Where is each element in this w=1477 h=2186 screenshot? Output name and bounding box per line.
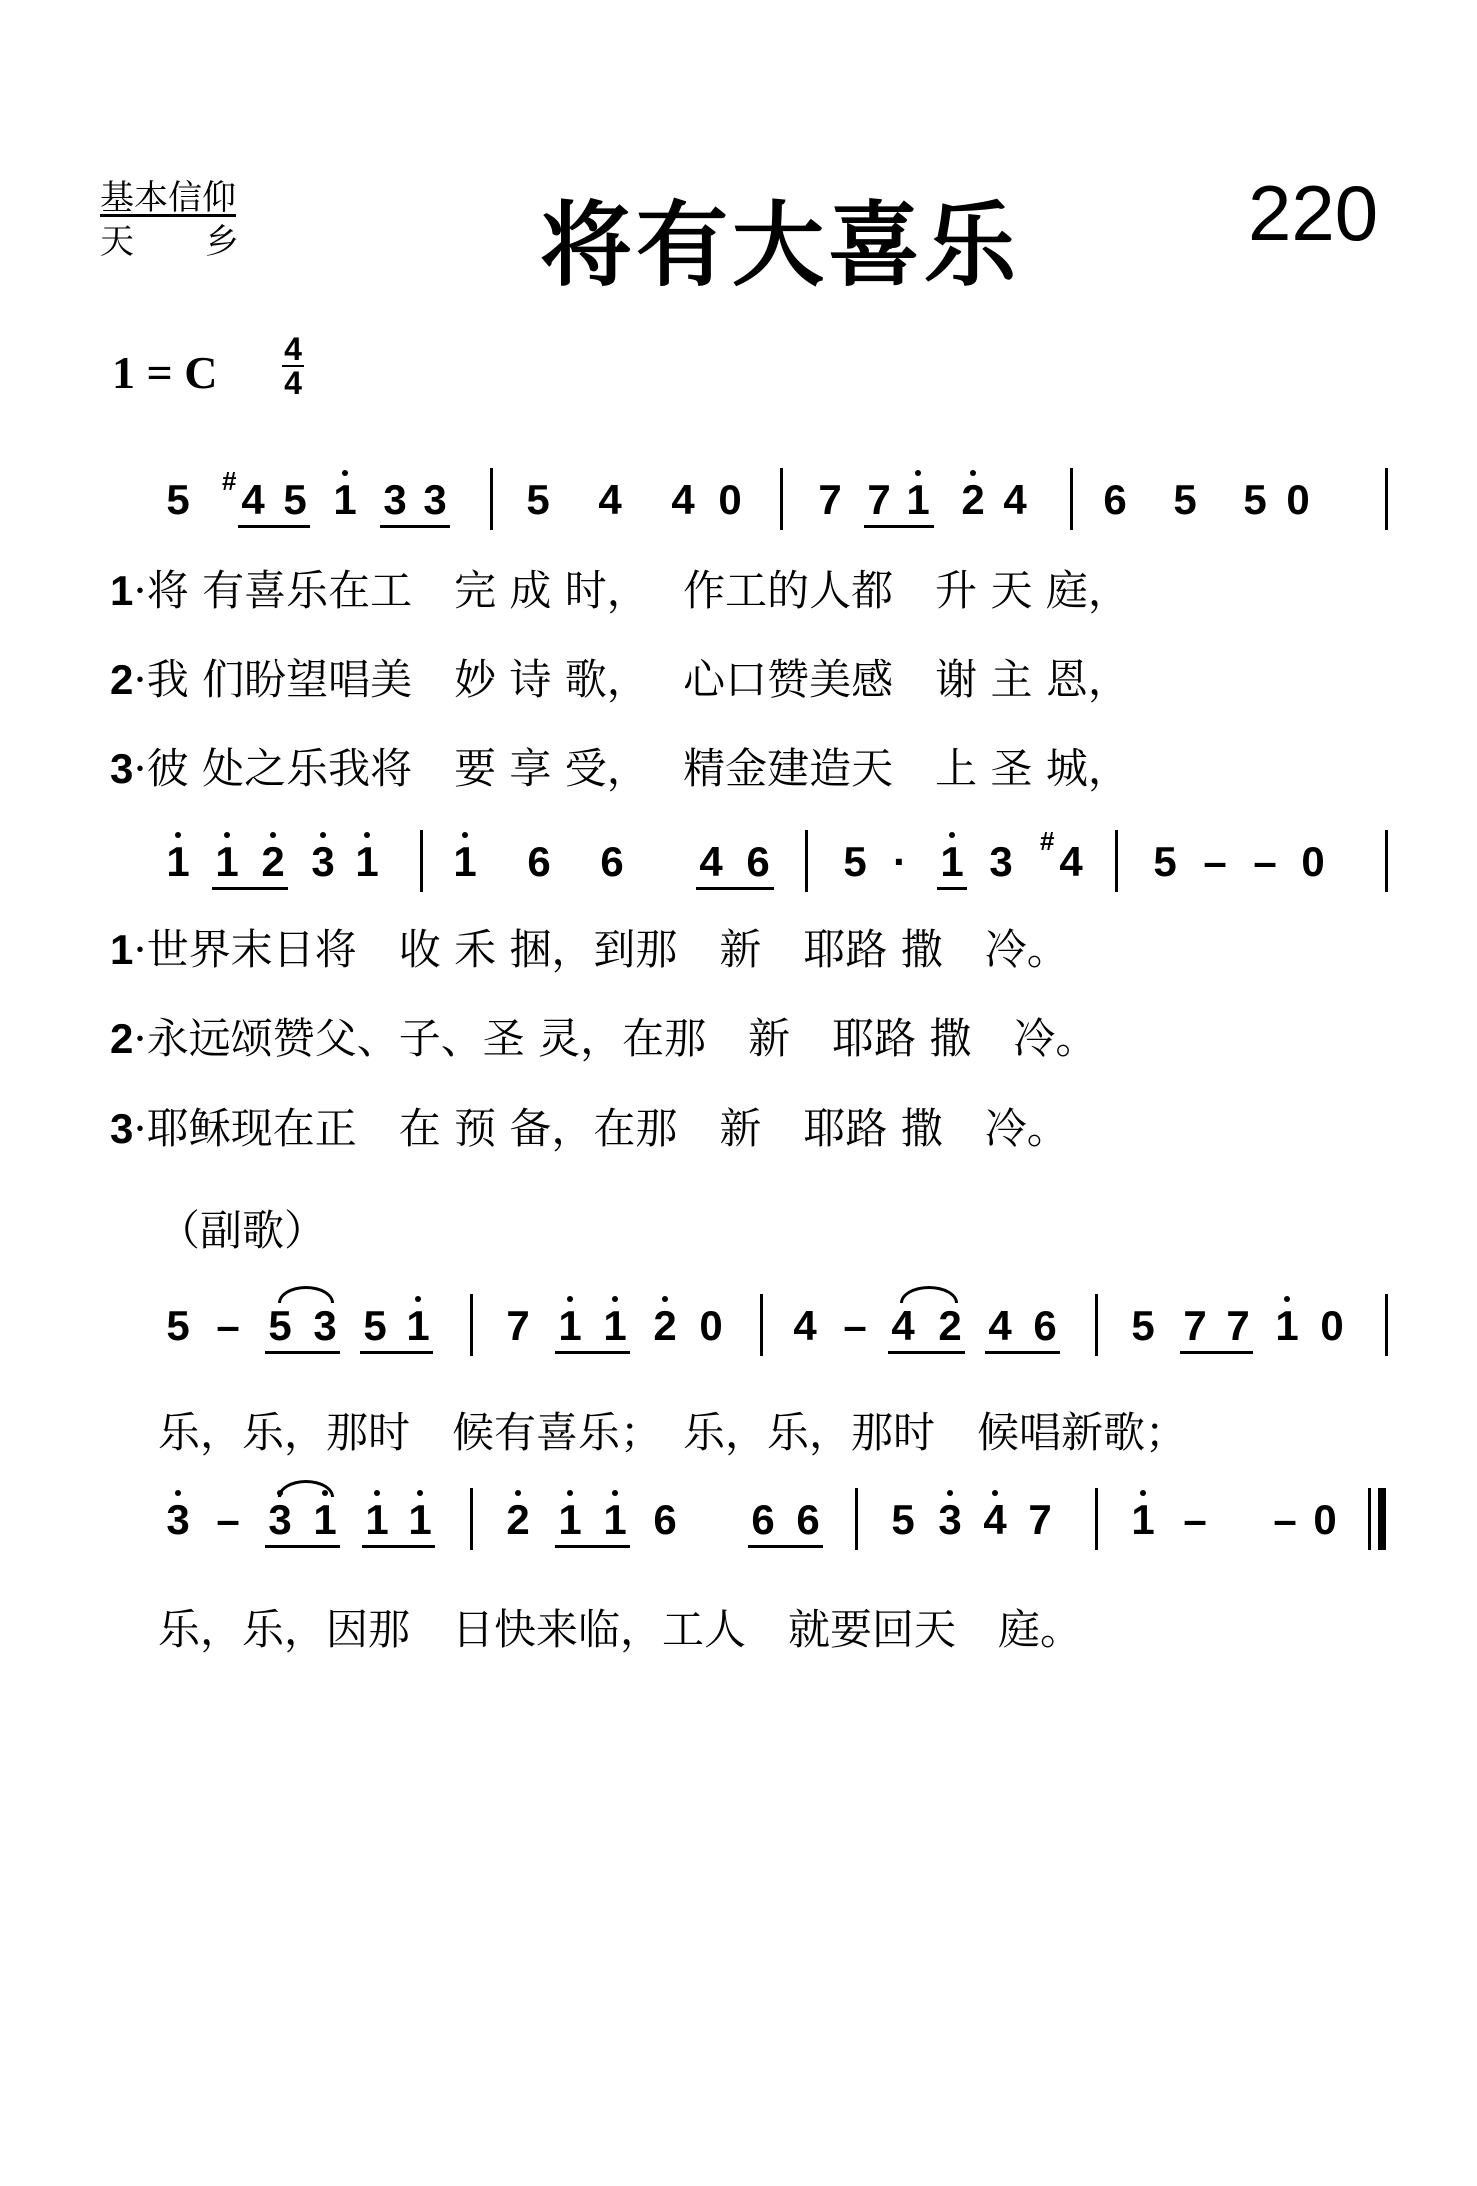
chorus-label: （副歌）	[158, 1206, 327, 1255]
verse-1-line-b: 1·世界末日将 收 禾 捆，到那 新 耶路 撒 冷。	[110, 925, 1069, 974]
hymn-title: 将有大喜乐	[540, 192, 1021, 299]
verse-2-line-a: 2·我 们盼望唱美 妙 诗 歌， 心口赞美感 谢 主 恩，	[110, 655, 1130, 704]
key-signature: 1 = C	[112, 347, 218, 398]
category-label: 基本信仰	[100, 178, 236, 218]
subcategory-a: 天	[100, 222, 134, 262]
verse-3-line-b: 3·耶稣现在正 在 预 备，在那 新 耶路 撒 冷。	[110, 1104, 1069, 1153]
chorus-lyric-a: 乐，乐，那时 候有喜乐； 乐，乐，那时 候唱新歌；	[158, 1408, 1188, 1457]
time-top: 4	[284, 331, 302, 367]
hymn-number: 220	[1248, 169, 1379, 257]
verse-3-line-a: 3·彼 处之乐我将 要 享 受， 精金建造天 上 圣 城，	[110, 744, 1130, 793]
subcategory-label	[100, 222, 239, 262]
subcategory-b: 乡	[205, 222, 239, 262]
verse-1-line-a: 1·将 有喜乐在工 完 成 时， 作工的人都 升 天 庭，	[110, 566, 1130, 615]
time-bottom: 4	[284, 365, 302, 401]
verse-2-line-b: 2·永远颂赞父、子、圣 灵，在那 新 耶路 撒 冷。	[110, 1014, 1098, 1063]
time-signature	[282, 331, 304, 401]
chorus-lyric-b: 乐，乐，因那 日快来临，工人 就要回天 庭。	[158, 1605, 1083, 1654]
